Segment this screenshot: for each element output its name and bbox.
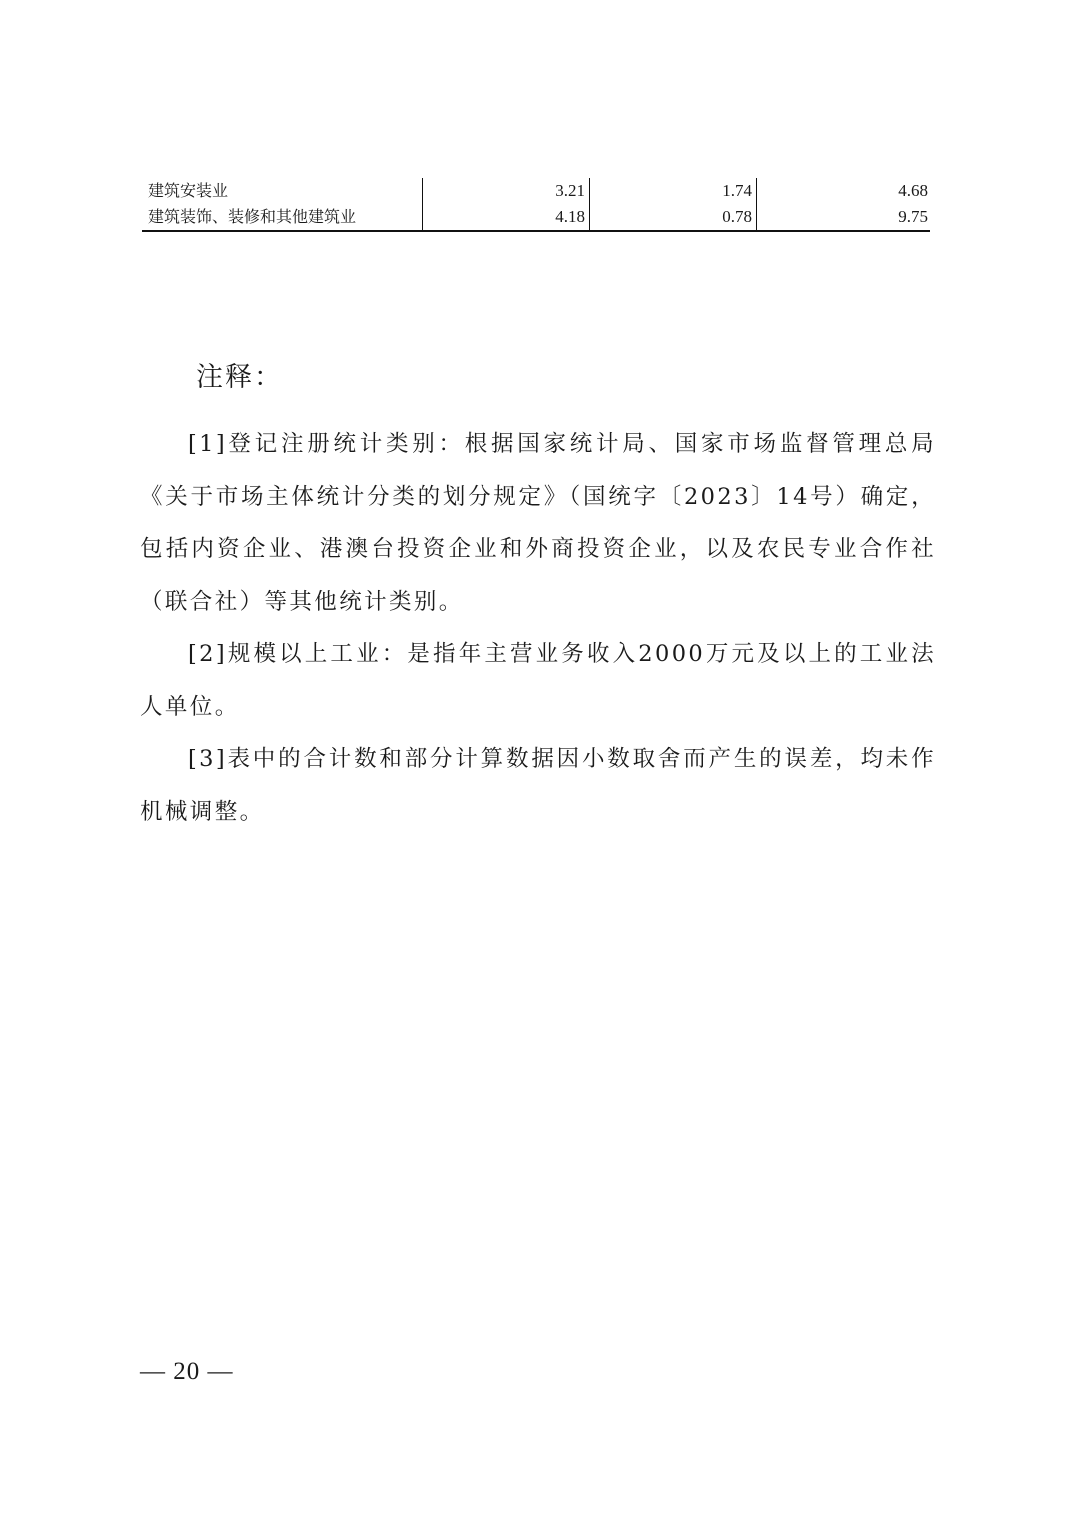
- row-label: 建筑装饰、装修和其他建筑业: [142, 204, 423, 231]
- note-paragraph: [3]表中的合计数和部分计算数据因小数取舍而产生的误差，均未作机械调整。: [140, 746, 936, 825]
- statistics-table: [142, 178, 930, 232]
- notes-title: 注释：: [196, 362, 283, 393]
- note-paragraph: [1]登记注册统计类别：根据国家统计局、国家市场监督管理总局《关于市场主体统计分类的划分规定》（国统字〔2023〕14号）确定，包括内资企业、港澳台投资企业和外商投资企业，以及农民专业合作社（联合社）等其他统计类别。: [140, 431, 936, 615]
- row-label: 建筑安装业: [142, 178, 423, 204]
- table-cell: 1.74: [590, 178, 757, 204]
- table-cell: 0.78: [590, 204, 757, 231]
- table-row: [142, 204, 930, 231]
- table-cell: 3.21: [423, 178, 590, 204]
- page-number: — 20 —: [140, 1358, 234, 1385]
- notes-section: [140, 418, 936, 838]
- table-row: [142, 178, 930, 204]
- table-cell: 4.68: [898, 181, 928, 200]
- table-cell: 4.18: [423, 204, 590, 231]
- note-paragraph: [2]规模以上工业：是指年主营业务收入2000万元及以上的工业法人单位。: [140, 641, 936, 720]
- table-cell: 9.75: [898, 207, 928, 226]
